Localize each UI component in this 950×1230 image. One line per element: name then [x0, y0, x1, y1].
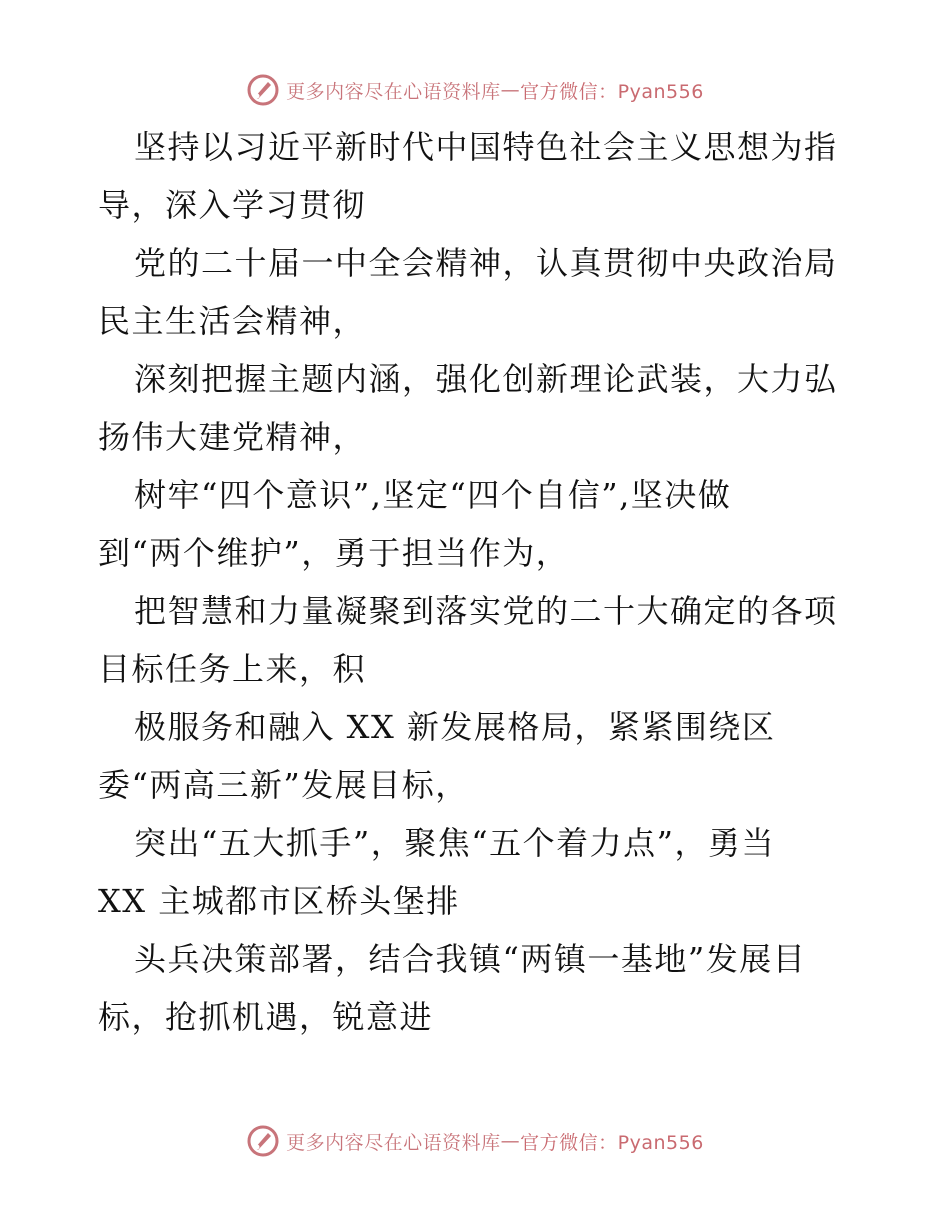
text-line — [98, 756, 858, 814]
text-line-content: 目标任务上来，积 — [98, 650, 367, 688]
text-line-content: 到“两个维护”，勇于担当作为， — [98, 534, 570, 572]
text-line — [98, 814, 858, 872]
header-watermark — [0, 73, 950, 107]
pen-swirl-logo-icon — [246, 73, 280, 107]
watermark-separator: — — [500, 79, 521, 101]
text-line — [98, 524, 858, 582]
watermark-separator: — — [500, 1130, 521, 1152]
pen-swirl-logo-icon — [246, 1124, 280, 1158]
text-line — [98, 350, 858, 408]
watermark-contact: 官方微信：Pyan556 — [520, 1131, 704, 1154]
text-line — [98, 408, 858, 466]
text-line — [98, 930, 858, 988]
text-line — [98, 582, 858, 640]
watermark-text: 更多内容尽在心语资料库 — [286, 1131, 501, 1154]
footer-watermark — [0, 1124, 950, 1158]
text-line — [98, 466, 858, 524]
text-line-content: 头兵决策部署，结合我镇“两镇一基地”发展目 — [134, 940, 807, 978]
text-line-content: 导，深入学习贯彻 — [98, 186, 367, 224]
watermark-text: 更多内容尽在心语资料库 — [286, 80, 501, 103]
text-line-content: XX 主城都市区桥头堡排 — [98, 882, 460, 920]
text-line-content: 民主生活会精神， — [98, 302, 367, 340]
text-line-content: 把智慧和力量凝聚到落实党的二十大确定的各项 — [134, 592, 838, 630]
text-line-content: 委“两高三新”发展目标， — [98, 766, 469, 804]
text-line — [98, 988, 858, 1046]
text-line-content: 深刻把握主题内涵，强化创新理论武装，大力弘 — [134, 360, 838, 398]
text-line — [98, 640, 858, 698]
watermark-contact: 官方微信：Pyan556 — [520, 80, 704, 103]
text-line — [98, 118, 858, 176]
text-line-content: 标，抢抓机遇，锐意进 — [98, 998, 434, 1036]
text-line — [98, 872, 858, 930]
text-line-content: 树牢“四个意识”,坚定“四个自信”,坚决做 — [134, 476, 732, 514]
text-line — [98, 234, 858, 292]
text-line — [98, 176, 858, 234]
body-text — [98, 118, 858, 1046]
text-line — [98, 698, 858, 756]
text-line — [98, 292, 858, 350]
text-line-content: 坚持以习近平新时代中国特色社会主义思想为指 — [134, 128, 838, 166]
text-line-content: 极服务和融入 XX 新发展格局，紧紧围绕区 — [134, 708, 776, 746]
text-line-content: 扬伟大建党精神， — [98, 418, 367, 456]
text-line-content: 党的二十届一中全会精神，认真贯彻中央政治局 — [134, 244, 838, 282]
text-line-content: 突出“五大抓手”，聚焦“五个着力点”，勇当 — [134, 824, 775, 862]
